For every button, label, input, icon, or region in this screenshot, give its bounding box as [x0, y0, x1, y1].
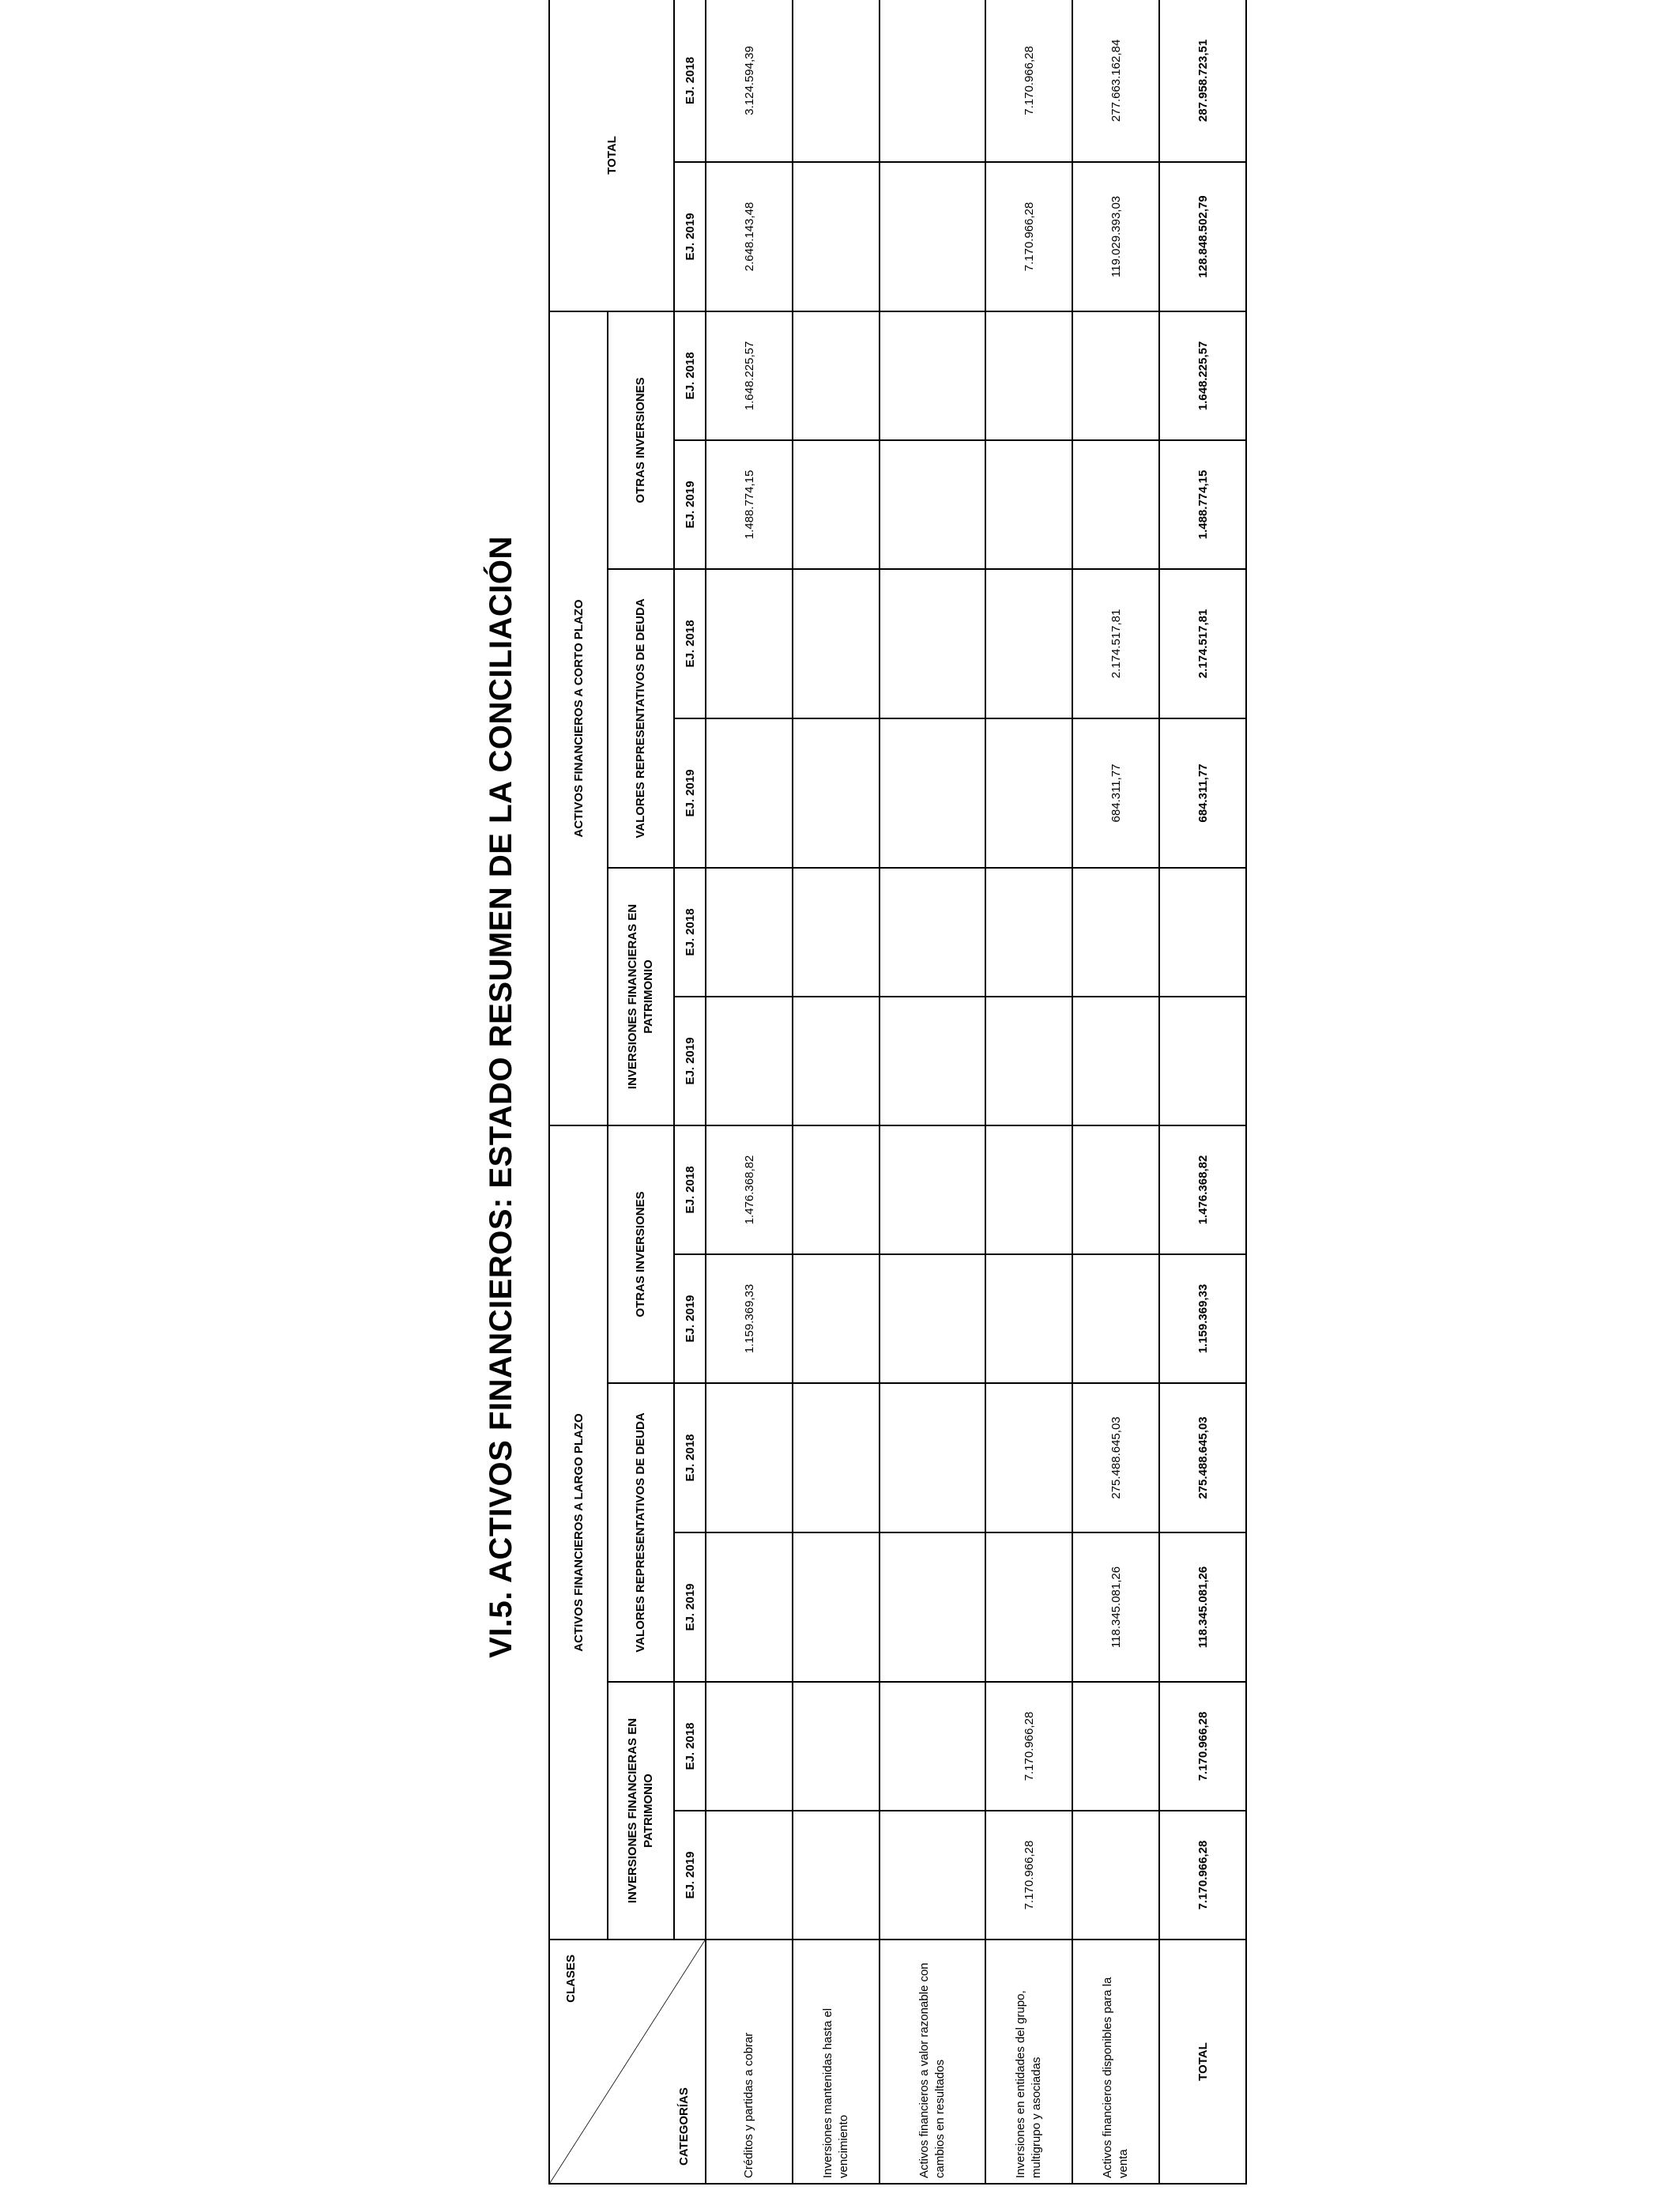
value-cell: [706, 1383, 793, 1532]
value-cell: [880, 1383, 985, 1532]
value-cell: [793, 1254, 880, 1383]
value-cell: [706, 1532, 793, 1682]
value-cell: 7.170.966,28: [985, 0, 1072, 162]
value-cell: 1.648.225,57: [706, 311, 793, 440]
value-cell: 7.170.966,28: [985, 162, 1072, 311]
year-header: EJ. 2018: [674, 569, 706, 718]
value-cell: 7.170.966,28: [985, 1811, 1072, 1940]
value-cell: [793, 311, 880, 440]
value-cell: [880, 1125, 985, 1254]
value-cell: [880, 162, 985, 311]
value-cell: [880, 718, 985, 868]
category-label: Inversiones mantenidas hasta el vencimiento: [793, 1940, 880, 2184]
year-header: EJ. 2019: [674, 997, 706, 1125]
value-cell: [1072, 311, 1159, 440]
value-cell: [985, 440, 1072, 569]
lp-patrimonio-header: INVERSIONES FINANCIERAS EN PATRIMONIO: [608, 1682, 674, 1940]
value-cell: [985, 718, 1072, 868]
year-header: EJ. 2018: [674, 868, 706, 997]
value-cell: 119.029.393,03: [1072, 162, 1159, 311]
value-cell: [706, 1682, 793, 1811]
value-cell: [985, 1254, 1072, 1383]
value-cell: 2.174.517,81: [1072, 569, 1159, 718]
value-cell: [793, 1125, 880, 1254]
value-cell: [793, 162, 880, 311]
value-cell: [1072, 440, 1159, 569]
value-cell: [1072, 868, 1159, 997]
value-cell: 118.345.081,26: [1072, 1532, 1159, 1682]
value-cell: [793, 1811, 880, 1940]
total-row: [1159, 0, 1246, 2184]
categorias-label: CATEGORÍAS: [677, 2087, 691, 2166]
value-cell: [793, 868, 880, 997]
year-header: EJ. 2019: [674, 440, 706, 569]
cp-deuda-header: VALORES REPRESENTATIVOS DE DEUDA: [608, 569, 674, 868]
total-value-cell: 275.488.645,03: [1159, 1383, 1246, 1532]
total-value-cell: 1.476.368,82: [1159, 1125, 1246, 1254]
value-cell: [880, 440, 985, 569]
value-cell: [880, 569, 985, 718]
total-value-cell: [1159, 868, 1246, 997]
cp-patrimonio-header: INVERSIONES FINANCIERAS EN PATRIMONIO: [608, 868, 674, 1125]
total-value-cell: 1.159.369,33: [1159, 1254, 1246, 1383]
value-cell: 275.488.645,03: [1072, 1383, 1159, 1532]
value-cell: 684.311,77: [1072, 718, 1159, 868]
year-header: EJ. 2018: [674, 311, 706, 440]
value-cell: [985, 997, 1072, 1125]
value-cell: [985, 1125, 1072, 1254]
value-cell: 2.648.143,48: [706, 162, 793, 311]
value-cell: [706, 997, 793, 1125]
lp-otras-header: OTRAS INVERSIONES: [608, 1125, 674, 1383]
table-row: [1072, 0, 1159, 2184]
table-body: [706, 0, 1246, 2184]
value-cell: [793, 1383, 880, 1532]
value-cell: 1.476.368,82: [706, 1125, 793, 1254]
total-value-cell: 1.648.225,57: [1159, 311, 1246, 440]
total-label: TOTAL: [1159, 1940, 1246, 2184]
year-header: EJ. 2019: [674, 1532, 706, 1682]
year-header: EJ. 2018: [674, 1125, 706, 1254]
value-cell: [985, 569, 1072, 718]
total-value-cell: 2.174.517,81: [1159, 569, 1246, 718]
value-cell: [985, 1532, 1072, 1682]
category-label: Activos financieros a valor razonable con cambios en resultados: [880, 1940, 985, 2184]
value-cell: [880, 1682, 985, 1811]
value-cell: [880, 311, 985, 440]
value-cell: [793, 1682, 880, 1811]
table-row: [985, 0, 1072, 2184]
category-label: Créditos y partidas a cobrar: [706, 1940, 793, 2184]
value-cell: [706, 868, 793, 997]
year-header: EJ. 2019: [674, 1254, 706, 1383]
value-cell: [1072, 1811, 1159, 1940]
value-cell: 3.124.594,39: [706, 0, 793, 162]
year-header: EJ. 2019: [674, 718, 706, 868]
year-header: EJ. 2018: [674, 0, 706, 162]
conciliation-table: [548, 0, 1247, 2185]
category-label: Activos financieros disponibles para la venta: [1072, 1940, 1159, 2184]
largo-plazo-header: ACTIVOS FINANCIEROS A LARGO PLAZO: [549, 1125, 608, 1940]
value-cell: [880, 1532, 985, 1682]
year-header: EJ. 2019: [674, 162, 706, 311]
value-cell: [793, 0, 880, 162]
value-cell: 277.663.162,84: [1072, 0, 1159, 162]
value-cell: [793, 1532, 880, 1682]
value-cell: [1072, 1682, 1159, 1811]
value-cell: [1072, 997, 1159, 1125]
category-label: Inversiones en entidades del grupo, multigrupo y asociadas: [985, 1940, 1072, 2184]
value-cell: [793, 997, 880, 1125]
value-cell: [1072, 1254, 1159, 1383]
value-cell: [985, 1383, 1072, 1532]
value-cell: [793, 569, 880, 718]
value-cell: [985, 311, 1072, 440]
total-value-cell: 1.488.774,15: [1159, 440, 1246, 569]
total-value-cell: 287.958.723,51: [1159, 0, 1246, 162]
table-row: [880, 0, 985, 2184]
value-cell: 7.170.966,28: [985, 1682, 1072, 1811]
year-header: EJ. 2018: [674, 1682, 706, 1811]
cp-otras-header: OTRAS INVERSIONES: [608, 311, 674, 569]
clases-categorias-corner: [549, 1940, 706, 2184]
value-cell: [793, 718, 880, 868]
value-cell: 1.488.774,15: [706, 440, 793, 569]
value-cell: [880, 868, 985, 997]
total-value-cell: 7.170.966,28: [1159, 1682, 1246, 1811]
value-cell: [793, 440, 880, 569]
table-row: [706, 0, 793, 2184]
total-value-cell: 118.345.081,26: [1159, 1532, 1246, 1682]
total-value-cell: [1159, 997, 1246, 1125]
total-value-cell: 128.848.502,79: [1159, 162, 1246, 311]
lp-deuda-header: VALORES REPRESENTATIVOS DE DEUDA: [608, 1383, 674, 1682]
value-cell: [706, 569, 793, 718]
clases-label: CLASES: [564, 1955, 578, 2003]
corto-plazo-header: ACTIVOS FINANCIEROS A CORTO PLAZO: [549, 311, 608, 1125]
total-header: TOTAL: [549, 0, 674, 311]
year-header: EJ. 2019: [674, 1811, 706, 1940]
value-cell: [880, 0, 985, 162]
value-cell: [706, 718, 793, 868]
total-value-cell: 684.311,77: [1159, 718, 1246, 868]
value-cell: [985, 868, 1072, 997]
value-cell: [880, 1811, 985, 1940]
value-cell: [706, 1811, 793, 1940]
page-title: VI.5. ACTIVOS FINANCIEROS: ESTADO RESUMEN DE LA CONCILIACIÓN: [484, 536, 518, 1658]
table-row: [793, 0, 880, 2184]
value-cell: 1.159.369,33: [706, 1254, 793, 1383]
total-value-cell: 7.170.966,28: [1159, 1811, 1246, 1940]
value-cell: [1072, 1125, 1159, 1254]
year-header: EJ. 2018: [674, 1383, 706, 1532]
value-cell: [880, 997, 985, 1125]
value-cell: [880, 1254, 985, 1383]
